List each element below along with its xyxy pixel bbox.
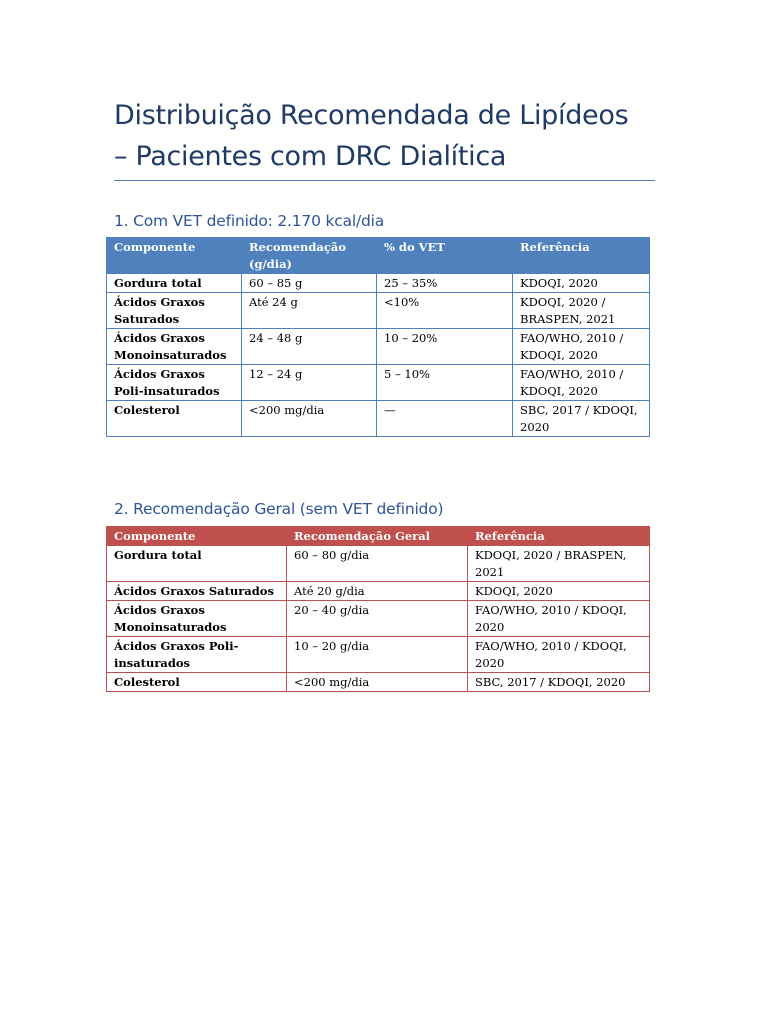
table-cell: Ácidos Graxos Monoinsaturados xyxy=(107,601,287,637)
table-cell: Ácidos Graxos Poli-insaturados xyxy=(107,365,242,401)
page-title-line-2: – Pacientes com DRC Dialítica xyxy=(114,141,507,172)
title-divider xyxy=(114,180,655,181)
table-cell: 12 – 24 g xyxy=(242,365,377,401)
table-cell: Até 24 g xyxy=(242,293,377,329)
table-cell: FAO/WHO, 2010 / KDOQI, 2020 xyxy=(468,637,650,673)
table-cell: KDOQI, 2020 xyxy=(468,582,650,601)
table-cell: Ácidos Graxos Monoinsaturados xyxy=(107,329,242,365)
table-cell: KDOQI, 2020 xyxy=(513,274,650,293)
table-cell: Gordura total xyxy=(107,546,287,582)
section-2-heading: 2. Recomendação Geral (sem VET definido) xyxy=(114,500,444,518)
table-cell: FAO/WHO, 2010 / KDOQI, 2020 xyxy=(468,601,650,637)
table-cell: 25 – 35% xyxy=(377,274,513,293)
table-row xyxy=(107,401,650,437)
table-cell: — xyxy=(377,401,513,437)
table-row xyxy=(107,673,650,692)
table-cell: 60 – 80 g/dia xyxy=(287,546,468,582)
column-header: % do VET xyxy=(377,238,513,274)
table-row xyxy=(107,293,650,329)
table-cell: <200 mg/dia xyxy=(287,673,468,692)
table-cell: 10 – 20 g/dia xyxy=(287,637,468,673)
table-cell: FAO/WHO, 2010 / KDOQI, 2020 xyxy=(513,329,650,365)
table-cell: SBC, 2017 / KDOQI, 2020 xyxy=(468,673,650,692)
table-cell: 20 – 40 g/dia xyxy=(287,601,468,637)
table-cell: Até 20 g/dia xyxy=(287,582,468,601)
table-cell: 60 – 85 g xyxy=(242,274,377,293)
table-header-row xyxy=(107,238,650,274)
table-cell: KDOQI, 2020 / BRASPEN, 2021 xyxy=(468,546,650,582)
section-1-heading: 1. Com VET definido: 2.170 kcal/dia xyxy=(114,212,385,230)
table-cell: Gordura total xyxy=(107,274,242,293)
table-row xyxy=(107,601,650,637)
table-cell: Ácidos Graxos Saturados xyxy=(107,293,242,329)
table-with-vet xyxy=(106,237,650,437)
page-title xyxy=(114,95,654,177)
table-cell: 24 – 48 g xyxy=(242,329,377,365)
table-cell: Colesterol xyxy=(107,401,242,437)
table-cell: <10% xyxy=(377,293,513,329)
column-header: Recomendação (g/dia) xyxy=(242,238,377,274)
table-cell: SBC, 2017 / KDOQI, 2020 xyxy=(513,401,650,437)
page-title-line-1: Distribuição Recomendada de Lipídeos xyxy=(114,100,629,131)
table-row xyxy=(107,582,650,601)
table-cell: 5 – 10% xyxy=(377,365,513,401)
column-header: Componente xyxy=(107,238,242,274)
table-cell: KDOQI, 2020 / BRASPEN, 2021 xyxy=(513,293,650,329)
table-header-row xyxy=(107,527,650,546)
column-header: Referência xyxy=(513,238,650,274)
table-cell: Ácidos Graxos Poli-insaturados xyxy=(107,637,287,673)
column-header: Recomendação Geral xyxy=(287,527,468,546)
column-header: Componente xyxy=(107,527,287,546)
table-row xyxy=(107,329,650,365)
column-header: Referência xyxy=(468,527,650,546)
table-row xyxy=(107,274,650,293)
table-cell: Ácidos Graxos Saturados xyxy=(107,582,287,601)
table-row xyxy=(107,637,650,673)
table-general xyxy=(106,526,650,692)
table-cell: 10 – 20% xyxy=(377,329,513,365)
table-row xyxy=(107,365,650,401)
table-row xyxy=(107,546,650,582)
table-cell: FAO/WHO, 2010 / KDOQI, 2020 xyxy=(513,365,650,401)
table-cell: Colesterol xyxy=(107,673,287,692)
table-cell: <200 mg/dia xyxy=(242,401,377,437)
